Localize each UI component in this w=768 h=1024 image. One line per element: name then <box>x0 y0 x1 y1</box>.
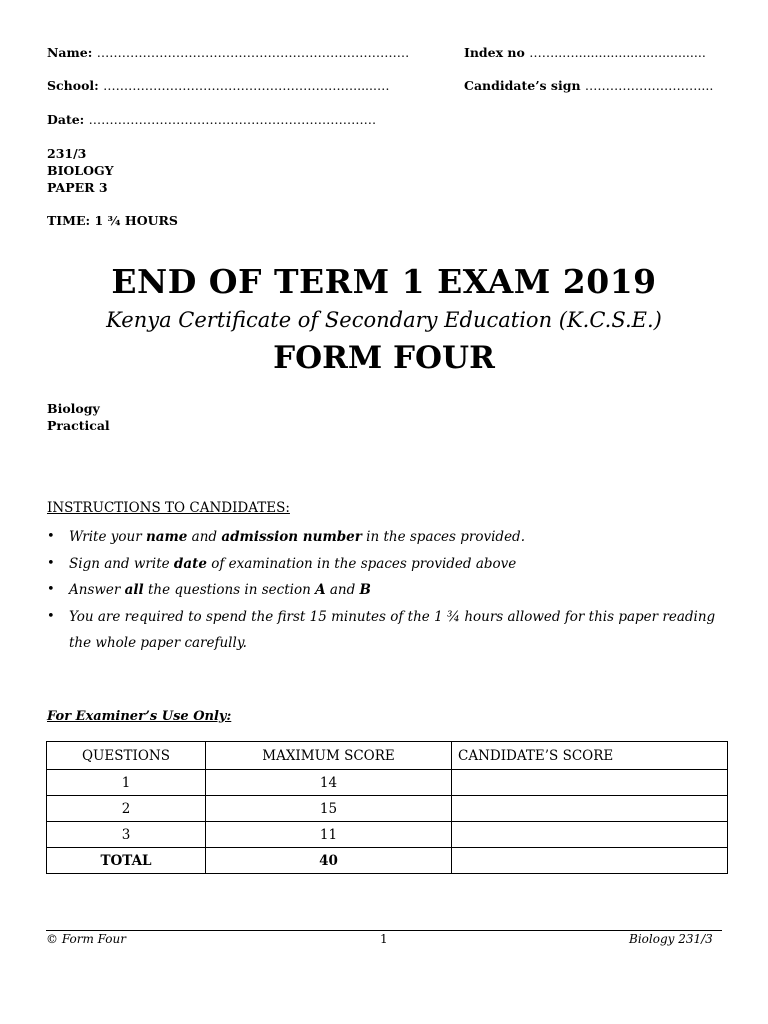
name-dots: ………………………………………………………………… <box>96 45 410 60</box>
certificate-subtitle: Kenya Certificate of Secondary Education (K.C.S.E.) <box>106 308 662 332</box>
table-row <box>47 822 728 848</box>
examiner-heading: For Examiner’s Use Only: <box>47 709 232 724</box>
column-header-candidate-score: CANDIDATE’S SCORE <box>452 742 728 770</box>
instruction-item: • Answer all the questions in section A and B <box>47 577 737 604</box>
paper-time: TIME: 1 ¾ HOURS <box>47 213 178 228</box>
candidate-sign-field[interactable] <box>464 78 713 93</box>
candidate-score-cell[interactable] <box>452 796 728 822</box>
instruction-item: • Sign and write date of examination in the spaces provided above <box>47 551 737 578</box>
sign-dots: ……………………….... <box>584 78 714 93</box>
score-table <box>46 741 728 874</box>
max-score-cell: 15 <box>206 796 452 822</box>
instructions-heading: INSTRUCTIONS TO CANDIDATES: <box>47 500 290 516</box>
footer-divider <box>46 930 722 931</box>
date-label: Date: <box>47 112 85 127</box>
instruction-item: • Write your name and admission number in the spaces provided. <box>47 524 737 551</box>
bullet-icon: • <box>47 529 55 544</box>
max-score-cell: 11 <box>206 822 452 848</box>
table-row <box>47 796 728 822</box>
score-table-header <box>47 742 728 770</box>
form-title: FORM FOUR <box>273 340 495 376</box>
name-field[interactable] <box>47 45 409 60</box>
total-row <box>47 848 728 874</box>
school-field[interactable] <box>47 78 389 93</box>
date-dots: …………………………………………………………… <box>88 112 377 127</box>
total-label: TOTAL <box>47 848 206 874</box>
max-score-cell: 14 <box>206 770 452 796</box>
instructions-list <box>47 524 737 657</box>
bullet-icon: • <box>47 582 55 597</box>
name-label: Name: <box>47 45 93 60</box>
school-label: School: <box>47 78 99 93</box>
paper-code: 231/3 <box>47 146 87 161</box>
sign-label: Candidate’s sign <box>464 78 581 93</box>
column-header-questions: QUESTIONS <box>47 742 206 770</box>
candidate-score-cell[interactable] <box>452 822 728 848</box>
exam-title: END OF TERM 1 EXAM 2019 <box>111 262 657 301</box>
index-dots: ……..…................................. <box>529 45 706 60</box>
table-row <box>47 770 728 796</box>
footer-left: © Form Four <box>46 932 126 946</box>
paper-meta <box>47 145 114 196</box>
subject-block <box>47 400 110 434</box>
subject-line-2: Practical <box>47 418 110 433</box>
date-field[interactable] <box>47 112 376 127</box>
school-dots: ……………………………………………………......… <box>103 78 390 93</box>
total-candidate-score-cell[interactable] <box>452 848 728 874</box>
page-number: 1 <box>380 932 388 946</box>
subject-line-1: Biology <box>47 401 100 416</box>
instruction-item: • You are required to spend the first 15 minutes of the 1 ¾ hours allowed for this paper reading the whole paper carefully. <box>47 604 737 657</box>
paper-subject: BIOLOGY <box>47 163 114 178</box>
footer-right: Biology 231/3 <box>629 932 713 946</box>
index-field[interactable] <box>464 45 706 60</box>
bullet-icon: • <box>47 555 55 571</box>
paper-number: PAPER 3 <box>47 180 108 195</box>
index-label: Index no <box>464 45 525 60</box>
question-cell: 1 <box>47 770 206 796</box>
bullet-icon: • <box>47 608 55 624</box>
question-cell: 3 <box>47 822 206 848</box>
question-cell: 2 <box>47 796 206 822</box>
total-value: 40 <box>206 848 452 874</box>
candidate-score-cell[interactable] <box>452 770 728 796</box>
column-header-max-score: MAXIMUM SCORE <box>206 742 452 770</box>
